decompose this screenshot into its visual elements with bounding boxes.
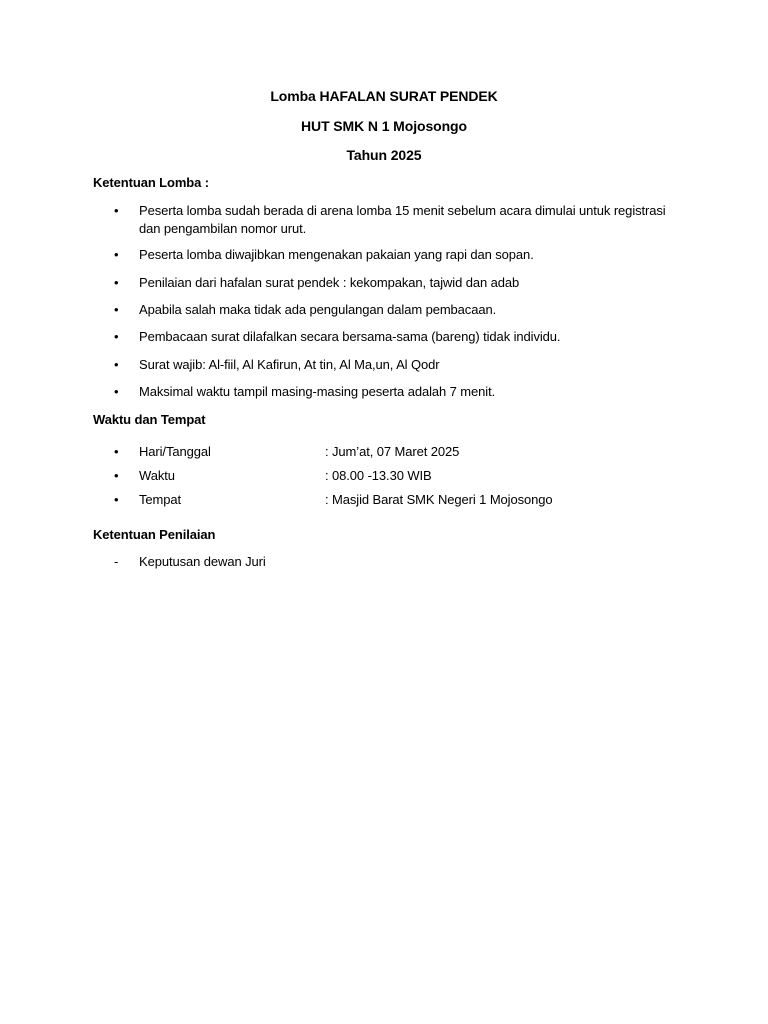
list-item-text: Apabila salah maka tidak ada pengulangan dalam pembacaan.: [139, 302, 497, 317]
list-item-text: Keputusan dewan Juri: [139, 554, 266, 569]
document-title: Lomba HAFALAN SURAT PENDEK: [270, 88, 498, 104]
bullet-icon: •: [114, 203, 119, 218]
info-value: : 08.00 -13.30 WIB: [325, 468, 432, 483]
dash-icon: -: [114, 554, 119, 569]
section-heading-ketentuan-penilaian: Ketentuan Penilaian: [93, 527, 216, 542]
bullet-icon: •: [114, 329, 119, 344]
info-label: Waktu: [139, 468, 175, 483]
info-value: : Jum’at, 07 Maret 2025: [325, 444, 460, 459]
list-item-text: Peserta lomba diwajibkan mengenakan pakaian yang rapi dan sopan.: [139, 247, 534, 262]
info-value: : Masjid Barat SMK Negeri 1 Mojosongo: [325, 492, 553, 507]
bullet-icon: •: [114, 384, 119, 399]
section-heading-waktu-tempat: Waktu dan Tempat: [93, 412, 206, 427]
bullet-icon: •: [114, 444, 119, 459]
bullet-icon: •: [114, 302, 119, 317]
bullet-icon: •: [114, 492, 119, 507]
bullet-icon: •: [114, 468, 119, 483]
info-label: Tempat: [139, 492, 182, 507]
bullet-icon: •: [114, 357, 119, 372]
list-item-text: Penilaian dari hafalan surat pendek : kekompakan, tajwid dan adab: [139, 275, 520, 290]
list-item-text: Peserta lomba sudah berada di arena lomba 15 menit sebelum acara dimulai untuk registrasi dan pengambilan nomor urut.: [139, 203, 666, 236]
bullet-icon: •: [114, 247, 119, 262]
info-label: Hari/Tanggal: [139, 444, 211, 459]
list-item-text: Surat wajib: Al-fiil, Al Kafirun, At tin, Al Ma,un, Al Qodr: [139, 357, 440, 372]
list-item-text: Maksimal waktu tampil masing-masing peserta adalah 7 menit.: [139, 384, 496, 399]
bullet-icon: •: [114, 275, 119, 290]
document-subtitle: HUT SMK N 1 Mojosongo: [301, 118, 467, 134]
section-heading-ketentuan-lomba: Ketentuan Lomba :: [93, 175, 210, 190]
list-item-text: Pembacaan surat dilafalkan secara bersama-sama (bareng) tidak individu.: [139, 329, 561, 344]
document-year: Tahun 2025: [346, 147, 422, 163]
